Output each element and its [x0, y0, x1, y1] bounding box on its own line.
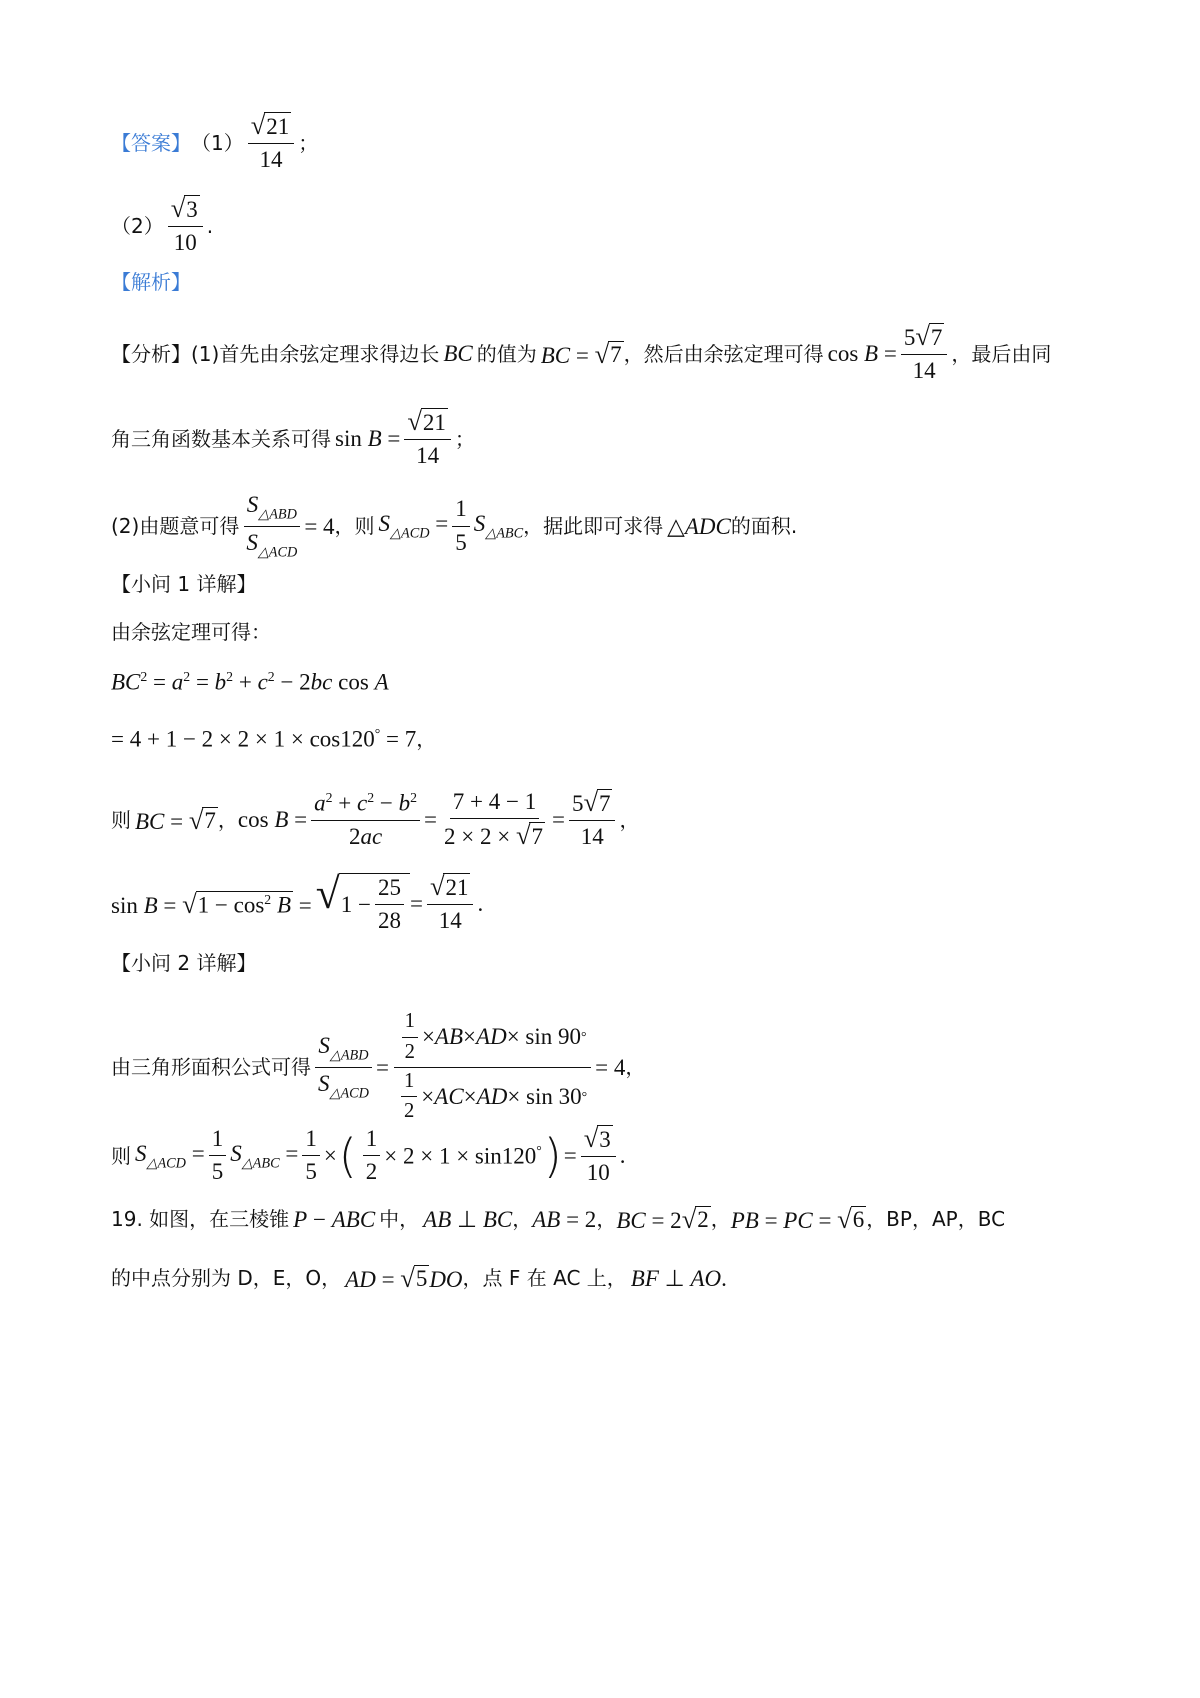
q2-eq-2: 则 $S_{\triangle ACD}$ = $\frac{1}{5}$ $S_{\triangle ABC}$ = $\frac{1}{5}$ × ( $\frac{1}{2}$ × 2 × 1 × sin120° ) = √ 3 10 .: [111, 1123, 626, 1186]
area-ratio-fraction: $\frac{S_{\triangle ABD}}{S_{\triangle ACD}}$: [243, 492, 300, 561]
answer-line-1: 【答案】 （1） √ 21 14 ；: [111, 110, 319, 173]
answer-part1-label: （1）: [191, 130, 244, 155]
q1-tag: 【小问 1 详解】: [111, 572, 257, 596]
q1-eq-2: = 4 + 1 − 2 × 2 × 1 × cos120° = 7 ，: [111, 726, 437, 752]
q1-eq-4: sin B = √ $1 - \cos^2 B$ = √ 1 − $\frac{25}{28}$ = √ 21 14 .: [111, 870, 484, 934]
q1-intro-line: 由余弦定理可得：: [111, 620, 271, 644]
answer-line-2: （2） √ 3 10 .: [111, 193, 214, 256]
sinB-fraction: √ 21 14: [404, 408, 451, 470]
fenxi-tag: 【分析】: [111, 341, 191, 366]
q1-eq-3: 则 BC = √ 7 ， cos B = $\frac{a^2 + c^2 - b^2}{2ac}$ = 7 + 4 − 1 2 × 2 × √ 7 = 5 √ 7 14 ，: [111, 787, 640, 851]
problem19-line-2: 的中点分别为 D，E，O， AD = √ 5 DO ，点 F 在 AC 上， BF ⊥ AO .: [111, 1263, 727, 1293]
problem19-line-1: 19. 如图，在三棱锥 P − ABC 中， AB ⊥ BC ， AB = 2 ， BC = 2 √ 2 ， PB = PC = √ 6 ，BP，AP，BC: [111, 1204, 1006, 1234]
answer-part2-fraction: √ 3 10: [168, 195, 203, 257]
q2-tag-line: [111, 953, 1140, 973]
sine-area-ratio: $\frac{1}{2}$ × AB × AD × sin 90 ° $\frac{1}{2}$ × AC × AD × sin 30 °: [393, 1008, 591, 1126]
fenxi-line-3: (2)由题意可得 $\frac{S_{\triangle ABD}}{S_{\triangle ACD}}$ = 4 ，则 $S_{\triangle ACD}$ = $\frac{1}{5}$ $S_{\triangle ABC}$ ，据此即可求得 △ADC 的面积.: [111, 492, 798, 561]
problem19-number: 19. 如图，在三棱锥: [111, 1207, 290, 1232]
q2-eq-1: 由三角形面积公式可得 $\frac{S_{\triangle ABD}}{S_{\triangle ACD}}$ = $\frac{1}{2}$ × AB × AD × sin 90 ° $\frac{1}{2}$ × AC × AD × sin 30 ° = 4 ，: [111, 1008, 1140, 1126]
analysis-tag: 【解析】: [111, 270, 191, 294]
q1-eq-1: $BC^2 = a^2 = b^2 + c^2 - 2bc$ cos A: [111, 669, 389, 695]
fenxi-line-2: 角三角函数基本关系可得 sin B = √ 21 14 ；: [111, 406, 475, 469]
answer-tag: 【答案】: [111, 130, 191, 155]
analysis-tag-line: [111, 272, 1140, 292]
answer-part1-fraction: √ 21 14: [248, 112, 295, 174]
answer-part2-label: （2）: [111, 213, 164, 238]
q1-tag-line: [111, 574, 1140, 594]
q2-tag: 【小问 2 详解】: [111, 951, 257, 975]
fenxi-line-1: 【分析】 (1)首先由余弦定理求得边长 BC 的值为 BC = √ 7 ，然后由余弦定理可得 cos B = 5 √ 7 14 ，最后由同: [111, 321, 1052, 384]
cosB-fraction: 5 √ 7 14: [901, 323, 948, 385]
